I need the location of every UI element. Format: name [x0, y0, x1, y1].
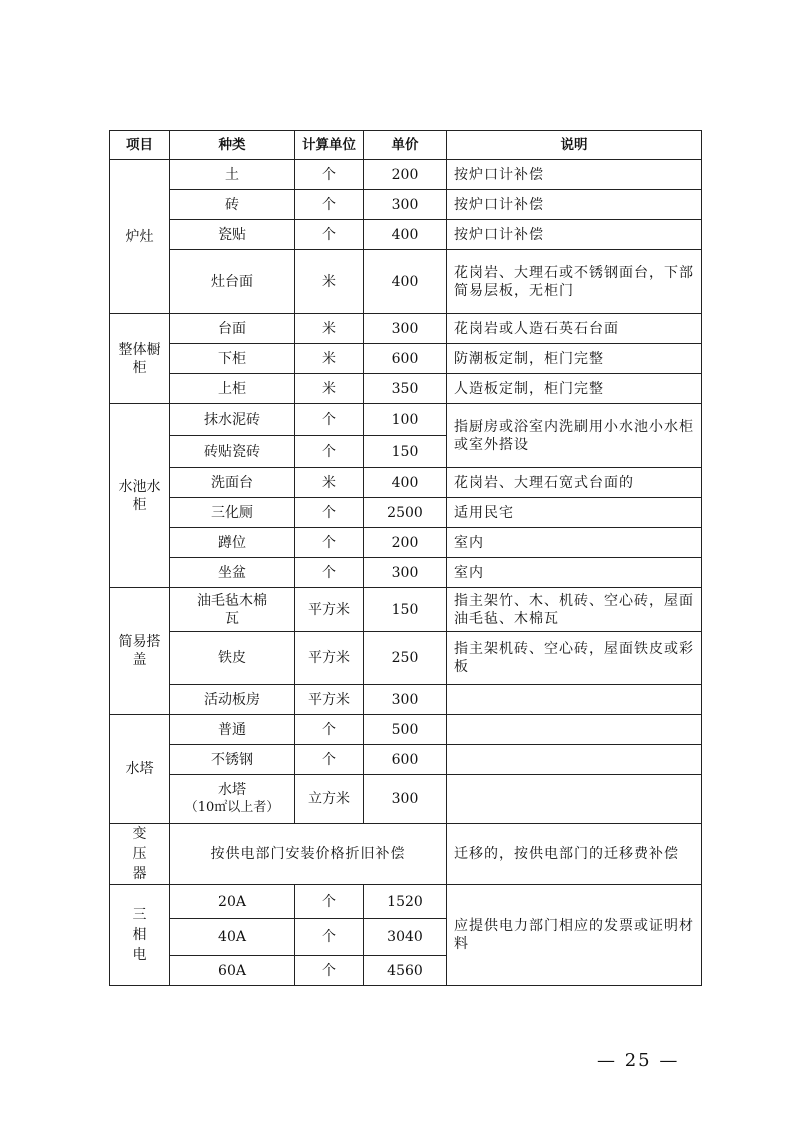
kind-cell: 三化厕 [170, 498, 295, 528]
price-cell: 400 [364, 468, 447, 498]
item-char: 变 [132, 826, 147, 842]
note-cell: 按炉口计补偿 [447, 160, 702, 190]
table-row [110, 558, 702, 588]
unit-cell: 米 [295, 468, 364, 498]
header-item: 项目 [110, 131, 170, 160]
kind-cell: 砖 [170, 190, 295, 220]
kind-cell: 下柜 [170, 344, 295, 374]
kind-cell: 蹲位 [170, 528, 295, 558]
vertical-item-label [116, 824, 163, 884]
price-cell: 350 [364, 374, 447, 404]
price-cell: 300 [364, 314, 447, 344]
kind-cell: 上柜 [170, 374, 295, 404]
item-char: 电 [132, 947, 147, 963]
item-cell [110, 885, 170, 986]
price-cell: 1520 [364, 885, 447, 919]
header-price: 单价 [364, 131, 447, 160]
unit-cell: 个 [295, 498, 364, 528]
item-char: 器 [132, 866, 147, 882]
price-cell: 400 [364, 250, 447, 314]
kind-cell: 灶台面 [170, 250, 295, 314]
item-cell: 炉灶 [110, 160, 170, 314]
table-row [110, 588, 702, 632]
price-cell: 150 [364, 436, 447, 468]
unit-cell: 立方米 [295, 775, 364, 824]
kind-cell: 抹水泥砖 [170, 404, 295, 436]
price-cell: 2500 [364, 498, 447, 528]
price-cell: 200 [364, 528, 447, 558]
price-cell: 500 [364, 715, 447, 745]
kind-cell: 洗面台 [170, 468, 295, 498]
unit-cell: 米 [295, 250, 364, 314]
kind-cell: 台面 [170, 314, 295, 344]
unit-cell: 个 [295, 745, 364, 775]
kind-cell: 普通 [170, 715, 295, 745]
unit-cell: 平方米 [295, 632, 364, 685]
unit-cell: 平方米 [295, 685, 364, 715]
price-cell: 600 [364, 745, 447, 775]
price-cell: 4560 [364, 956, 447, 986]
kind-cell [170, 775, 295, 824]
header-kind: 种类 [170, 131, 295, 160]
kind-cell: 瓷贴 [170, 220, 295, 250]
unit-cell: 个 [295, 558, 364, 588]
table-row [110, 885, 702, 919]
item-char: 压 [132, 846, 147, 862]
note-cell: 迁移的，按供电部门的迁移费补偿 [447, 824, 702, 885]
unit-cell: 米 [295, 314, 364, 344]
header-unit: 计算单位 [295, 131, 364, 160]
header-row [110, 131, 702, 160]
page-number: — 25 — [597, 1050, 680, 1071]
note-cell: 室内 [447, 528, 702, 558]
table-row [110, 685, 702, 715]
table-row [110, 715, 702, 745]
item-cell [110, 824, 170, 885]
price-cell: 200 [364, 160, 447, 190]
vertical-item-label [116, 905, 163, 965]
header-note: 说明 [447, 131, 702, 160]
table-row [110, 745, 702, 775]
table-row [110, 498, 702, 528]
table-row [110, 528, 702, 558]
item-char: 相 [132, 927, 147, 943]
unit-cell: 平方米 [295, 588, 364, 632]
item-char: 三 [132, 907, 147, 923]
price-cell: 300 [364, 685, 447, 715]
item-cell: 水池水柜 [110, 404, 170, 588]
price-cell: 400 [364, 220, 447, 250]
compensation-table [109, 130, 702, 986]
unit-cell: 个 [295, 436, 364, 468]
unit-cell: 个 [295, 160, 364, 190]
table-row [110, 190, 702, 220]
note-cell: 防潮板定制，柜门完整 [447, 344, 702, 374]
unit-cell: 个 [295, 715, 364, 745]
merged-kind-cell: 按供电部门安装价格折旧补偿 [170, 824, 447, 885]
table-row [110, 824, 702, 885]
note-cell: 人造板定制，柜门完整 [447, 374, 702, 404]
table-row [110, 314, 702, 344]
note-cell: 指主架机砖、空心砖，屋面铁皮或彩板 [447, 632, 702, 685]
note-cell: 花岗岩、大理石宽式台面的 [447, 468, 702, 498]
note-cell [447, 745, 702, 775]
kind-cell: 油毛毡木棉瓦 [170, 588, 295, 632]
kind-cell: 土 [170, 160, 295, 190]
price-cell: 250 [364, 632, 447, 685]
unit-cell: 个 [295, 220, 364, 250]
table-row [110, 344, 702, 374]
item-cell: 简易搭盖 [110, 588, 170, 715]
table-row [110, 220, 702, 250]
price-cell: 3040 [364, 919, 447, 956]
unit-cell: 个 [295, 885, 364, 919]
table-row [110, 374, 702, 404]
kind-cell: 活动板房 [170, 685, 295, 715]
unit-cell: 米 [295, 344, 364, 374]
price-cell: 300 [364, 775, 447, 824]
price-cell: 100 [364, 404, 447, 436]
unit-cell: 米 [295, 374, 364, 404]
item-cell: 整体橱柜 [110, 314, 170, 404]
kind-cell: 20A [170, 885, 295, 919]
kind-cell: 铁皮 [170, 632, 295, 685]
note-cell: 花岗岩或人造石英石台面 [447, 314, 702, 344]
note-cell: 按炉口计补偿 [447, 190, 702, 220]
kind-subline: （10㎡以上者） [184, 800, 280, 815]
kind-cell: 砖贴瓷砖 [170, 436, 295, 468]
note-cell [447, 715, 702, 745]
item-cell: 水塔 [110, 715, 170, 824]
unit-cell: 个 [295, 404, 364, 436]
note-cell: 按炉口计补偿 [447, 220, 702, 250]
unit-cell: 个 [295, 956, 364, 986]
unit-cell: 个 [295, 190, 364, 220]
price-cell: 150 [364, 588, 447, 632]
table-row [110, 160, 702, 190]
table-row [110, 250, 702, 314]
price-cell: 600 [364, 344, 447, 374]
note-cell: 指主架竹、木、机砖、空心砖，屋面油毛毡、木棉瓦 [447, 588, 702, 632]
unit-cell: 个 [295, 528, 364, 558]
kind-cell: 坐盆 [170, 558, 295, 588]
table-row [110, 775, 702, 824]
kind-line: 水塔 [218, 782, 246, 798]
note-cell [447, 775, 702, 824]
unit-cell: 个 [295, 919, 364, 956]
note-cell: 室内 [447, 558, 702, 588]
note-cell: 指厨房或浴室内洗刷用小水池小水柜或室外搭设 [447, 404, 702, 468]
note-cell: 适用民宅 [447, 498, 702, 528]
price-cell: 300 [364, 190, 447, 220]
table-row [110, 468, 702, 498]
note-cell: 花岗岩、大理石或不锈钢面台，下部简易层板，无柜门 [447, 250, 702, 314]
kind-cell: 40A [170, 919, 295, 956]
note-cell [447, 685, 702, 715]
price-cell: 300 [364, 558, 447, 588]
kind-cell: 不锈钢 [170, 745, 295, 775]
table-row [110, 632, 702, 685]
kind-cell: 60A [170, 956, 295, 986]
note-cell: 应提供电力部门相应的发票或证明材料 [447, 885, 702, 986]
table-row [110, 404, 702, 436]
